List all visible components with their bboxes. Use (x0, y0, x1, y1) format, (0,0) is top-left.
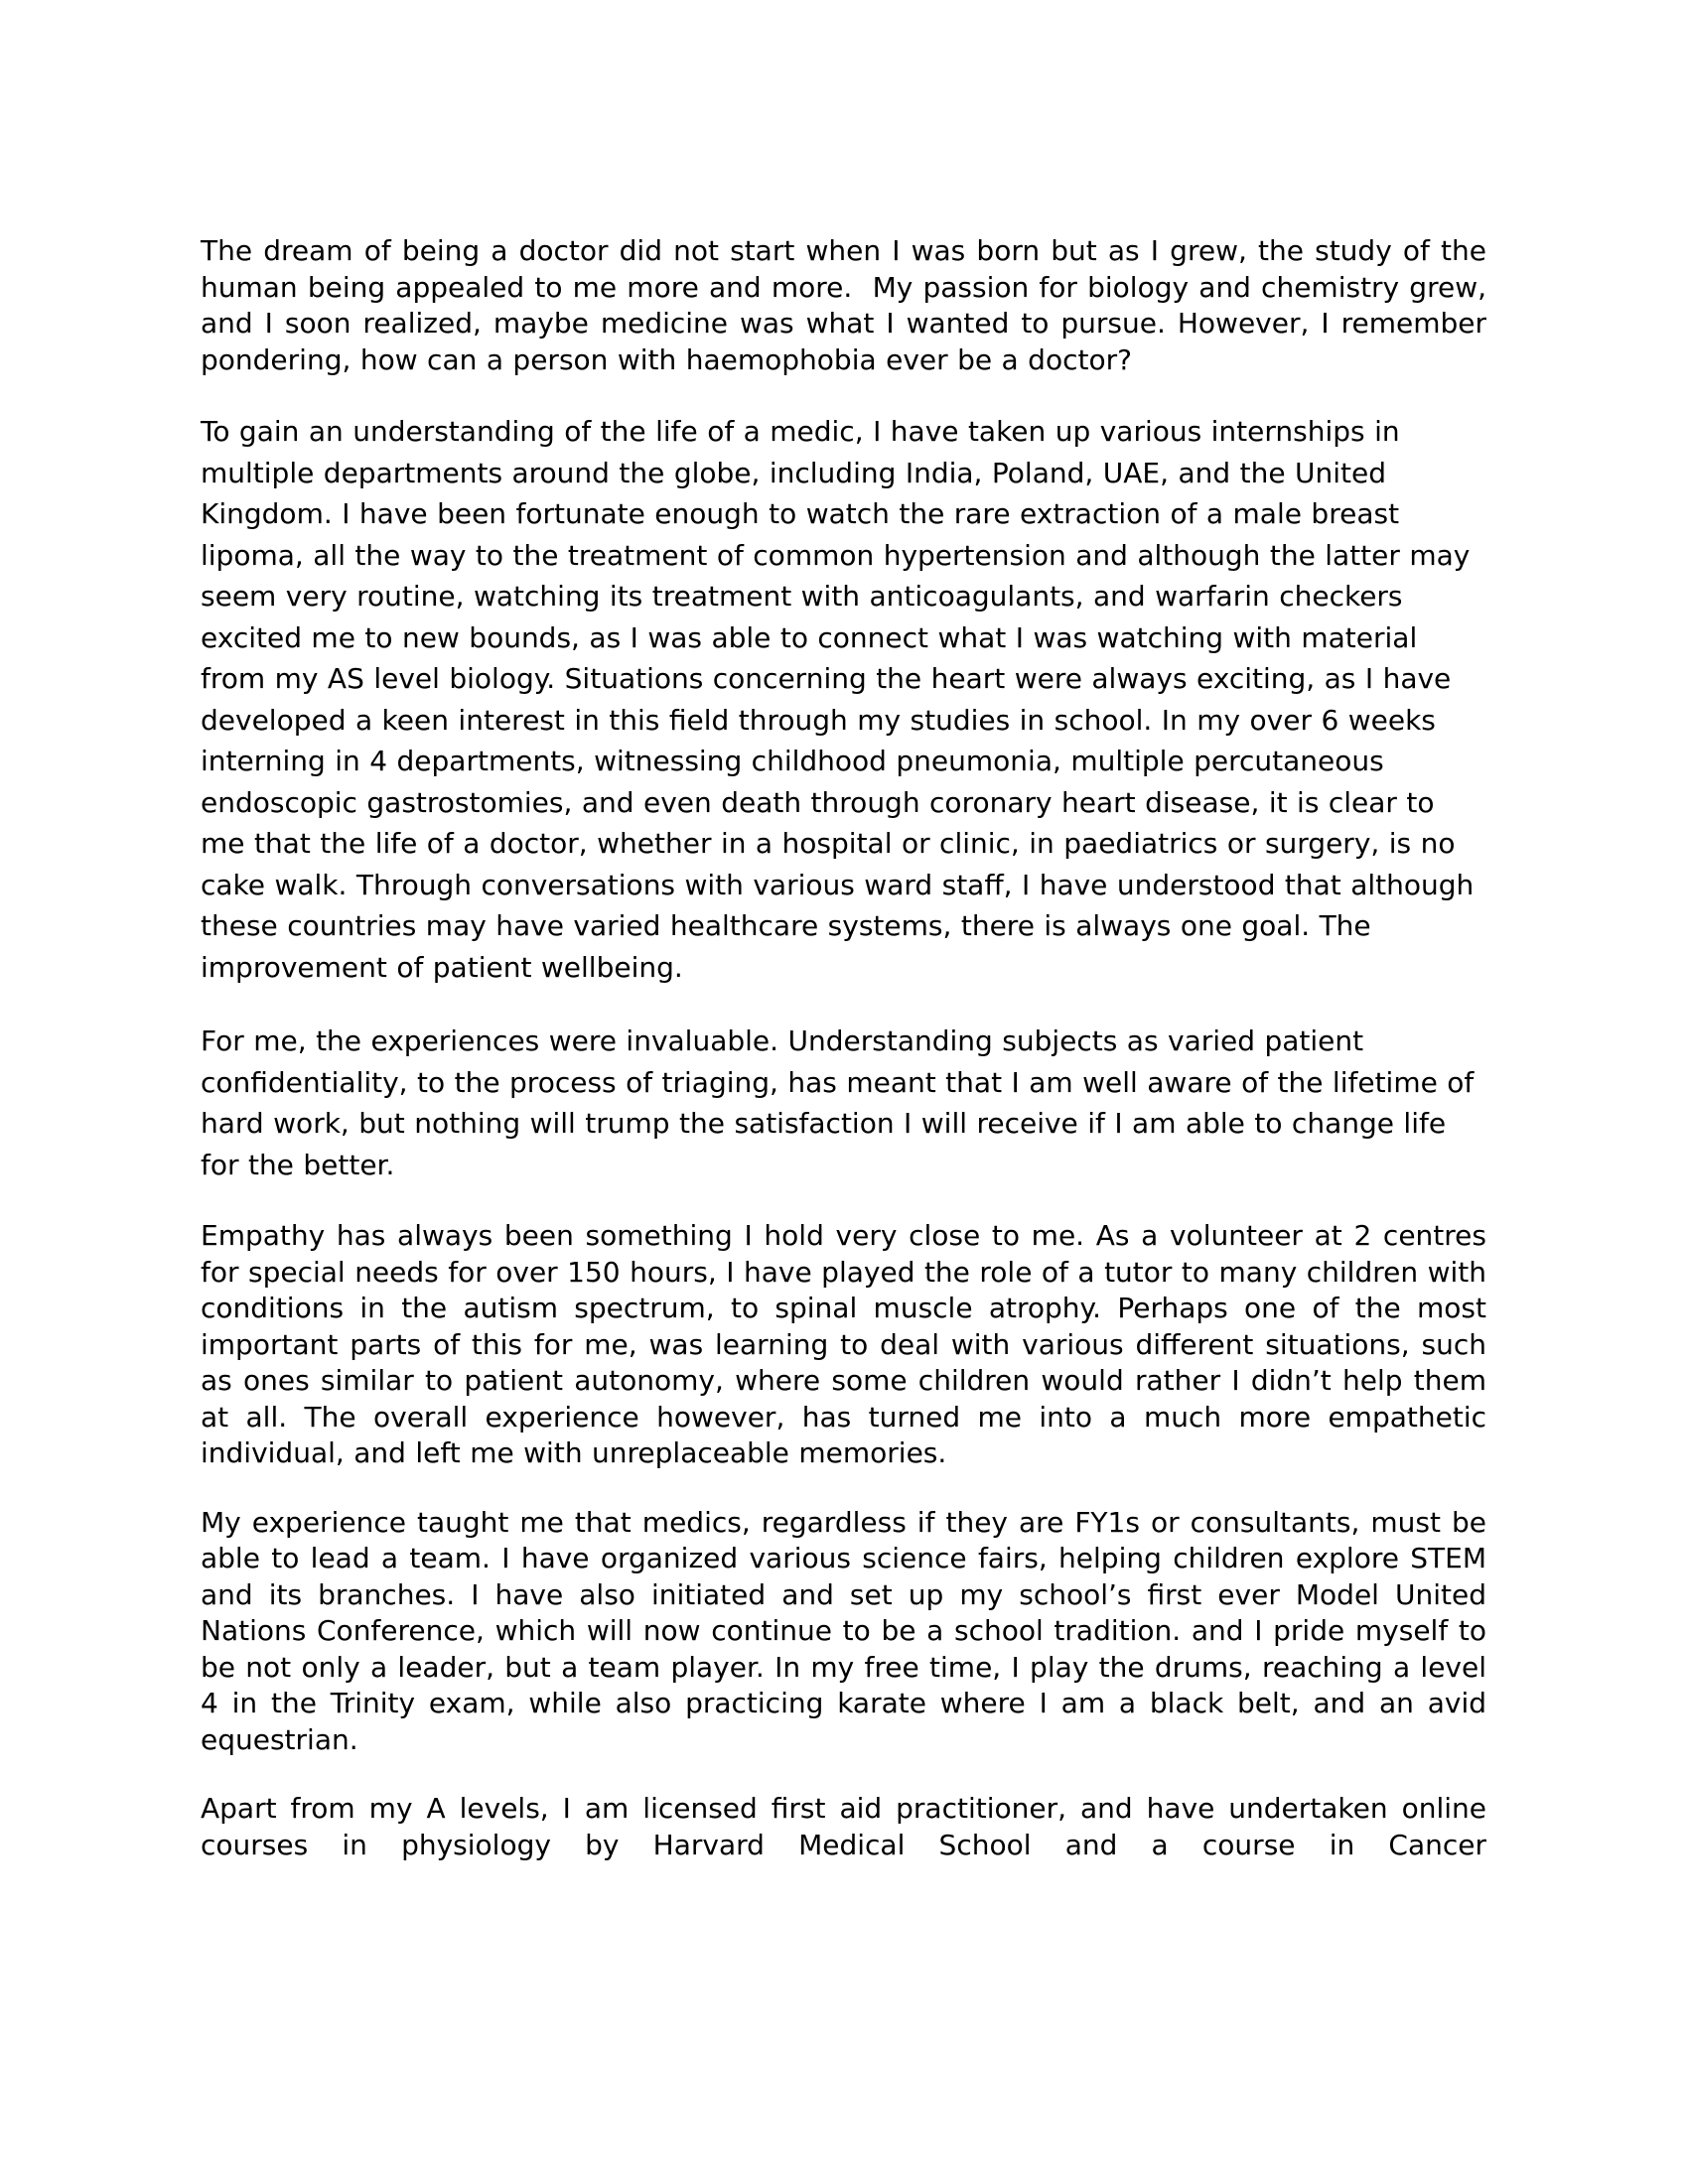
paragraph-1: The dream of being a doctor did not start when I was born but as I grew, the study of the human being appealed to me more and more. My passion for biology and chemistry grew, and I soon realized, maybe medicine was what I wanted to pursue. However, I remember pondering, how can a person with haemophobia ever be a doctor? (201, 234, 1496, 376)
paragraph-2: To gain an understanding of the life of a medic, I have taken up various internships in multiple departments around the globe, including India, Poland, UAE, and the United Kingdom. I have been fortunate enough to watch the rare extraction of a male breast lipoma, all the way to the treatment of common hypertension and although the latter may seem very routine, watching its treatment with anticoagulants, and warfarin checkers excited me to new bounds, as I was able to connect what I was watching with material from my AS level biology. Situations concerning the heart were always exciting, as I have developed a keen interest in this field through my studies in school. In my over 6 weeks interning in 4 departments, witnessing childhood pneumonia, multiple percutaneous endoscopic gastrostomies, and even death through coronary heart disease, it is clear to me that the life of a doctor, whether in a hospital or clinic, in paediatrics or surgery, is no cake walk. Through conversations with various ward staff, I have understood that although these countries may have varied healthcare systems, there is always one goal. The improvement of patient wellbeing. (201, 415, 1483, 984)
essay-content (201, 233, 1496, 1896)
paragraph-4: Empathy has always been something I hold very close to me. As a volunteer at 2 centres for special needs for over 150 hours, I have played the role of a tutor to many children with conditions in the autism spectrum, to spinal muscle atrophy. Perhaps one of the most important parts of this for me, was learning to deal with various different situations, such as ones similar to patient autonomy, where some children would rather I didn’t help them at all. The overall experience however, has turned me into a much more empathetic individual, and left me with unreplaceable memories. (201, 1219, 1496, 1469)
paragraph-5: My experience taught me that medics, regardless if they are FY1s or consultants, must be able to lead a team. I have organized various science fairs, helping children explore STEM and its branches. I have also initiated and set up my school’s first ever Model United Nations Conference, which will now continue to be a school tradition. and I pride myself to be not only a leader, but a team player. In my free time, I play the drums, reaching a level 4 in the Trinity exam, while also practicing karate where I am a black belt, and an avid equestrian. (201, 1505, 1496, 1756)
paragraph-3: For me, the experiences were invaluable. Understanding subjects as varied patient confidentiality, to the process of triaging, has meant that I am well aware of the lifetime of hard work, but nothing will trump the satisfaction I will receive if I am able to change life for the better. (201, 1024, 1483, 1181)
paragraph-6: Apart from my A levels, I am licensed first aid practitioner, and have undertaken online courses in physiology by Harvard Medical School and a course in Cancer (201, 1792, 1496, 1861)
